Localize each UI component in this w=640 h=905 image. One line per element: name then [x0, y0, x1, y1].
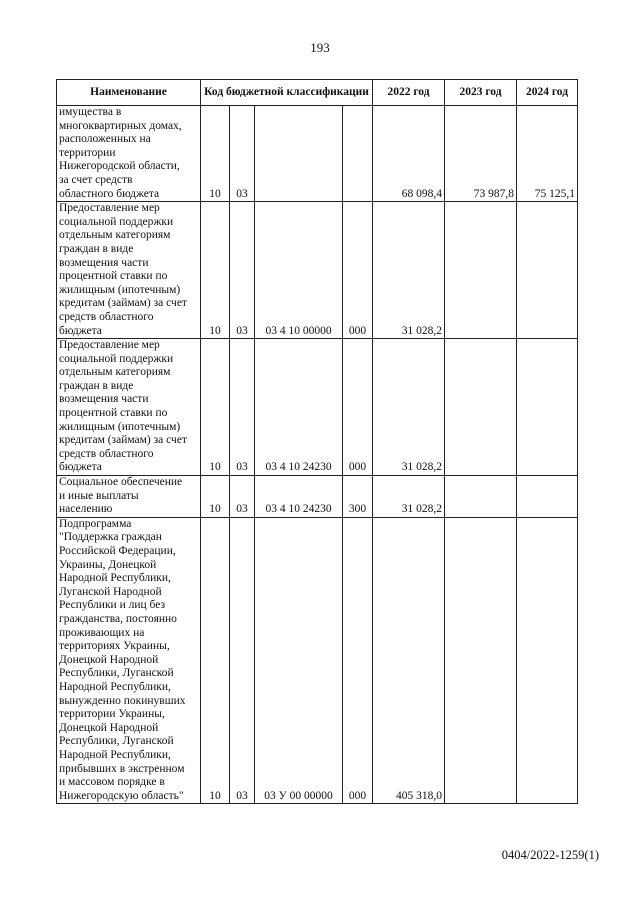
row-name: Предоставление мер социальной поддержки отдельным категориям граждан в виде возмещения части процентной ставки по жилищным (ипотечным) кредитам (займам) за счет средств областного бюджета: [57, 202, 201, 339]
row-value-2022: 68 098,4: [373, 106, 445, 202]
header-name: Наименование: [57, 80, 201, 106]
table-row: [57, 202, 578, 339]
row-target-article: 03 4 10 24230: [255, 339, 343, 476]
row-expense-type: 000: [343, 339, 373, 476]
header-2023: 2023 год: [445, 80, 517, 106]
table-header-row: [57, 80, 578, 106]
row-target-article: [255, 106, 343, 202]
table-row: [57, 106, 578, 202]
row-value-2022: 405 318,0: [373, 517, 445, 803]
row-name: имущества в многоквартирных домах, расположенных на территории Нижегородской области, за счет средств областного бюджета: [57, 106, 201, 202]
row-section: 10: [201, 476, 230, 518]
row-section: 10: [201, 339, 230, 476]
row-target-article: 03 4 10 24230: [255, 476, 343, 518]
row-target-article: 03 У 00 00000: [255, 517, 343, 803]
row-section: 10: [201, 517, 230, 803]
row-name: Подпрограмма "Поддержка граждан Российской Федерации, Украины, Донецкой Народной Республики, Луганской Народной Республики и лиц без гражданства, постоянно проживающих на территориях Украины, Донецкой Народной Республики, Луганской Народной Республики, вынужденно покинувших территории Украины, Донецкой Народной Республики, Луганской Народной Республики, прибывших в экстренном и массовом порядке в Нижегородскую область": [57, 517, 201, 803]
row-expense-type: 300: [343, 476, 373, 518]
row-section: 10: [201, 202, 230, 339]
row-subsection: 03: [230, 202, 255, 339]
document-code: 0404/2022-1259(1): [501, 848, 599, 862]
header-2024: 2024 год: [517, 80, 578, 106]
row-name: Предоставление мер социальной поддержки отдельным категориям граждан в виде возмещения части процентной ставки по жилищным (ипотечным) кредитам (займам) за счет средств областного бюджета: [57, 339, 201, 476]
row-subsection: 03: [230, 106, 255, 202]
row-value-2023: [445, 202, 517, 339]
row-subsection: 03: [230, 339, 255, 476]
row-expense-type: 000: [343, 517, 373, 803]
row-value-2022: 31 028,2: [373, 476, 445, 518]
header-2022: 2022 год: [373, 80, 445, 106]
table-row: [57, 517, 578, 803]
row-value-2022: 31 028,2: [373, 202, 445, 339]
row-expense-type: 000: [343, 202, 373, 339]
row-target-article: 03 4 10 00000: [255, 202, 343, 339]
row-value-2022: 31 028,2: [373, 339, 445, 476]
row-value-2024: [517, 476, 578, 518]
row-value-2023: [445, 339, 517, 476]
page-number: 193: [310, 40, 330, 55]
table-row: [57, 339, 578, 476]
row-value-2024: [517, 517, 578, 803]
row-value-2024: [517, 339, 578, 476]
row-name: Социальное обеспечение и иные выплаты населению: [57, 476, 201, 518]
row-subsection: 03: [230, 517, 255, 803]
table-row: [57, 476, 578, 518]
row-expense-type: [343, 106, 373, 202]
budget-table: [56, 79, 578, 804]
header-code: Код бюджетной классификации: [201, 80, 373, 106]
row-value-2023: [445, 517, 517, 803]
row-value-2024: [517, 202, 578, 339]
row-value-2023: [445, 476, 517, 518]
row-value-2023: 73 987,8: [445, 106, 517, 202]
row-value-2024: 75 125,1: [517, 106, 578, 202]
row-subsection: 03: [230, 476, 255, 518]
row-section: 10: [201, 106, 230, 202]
